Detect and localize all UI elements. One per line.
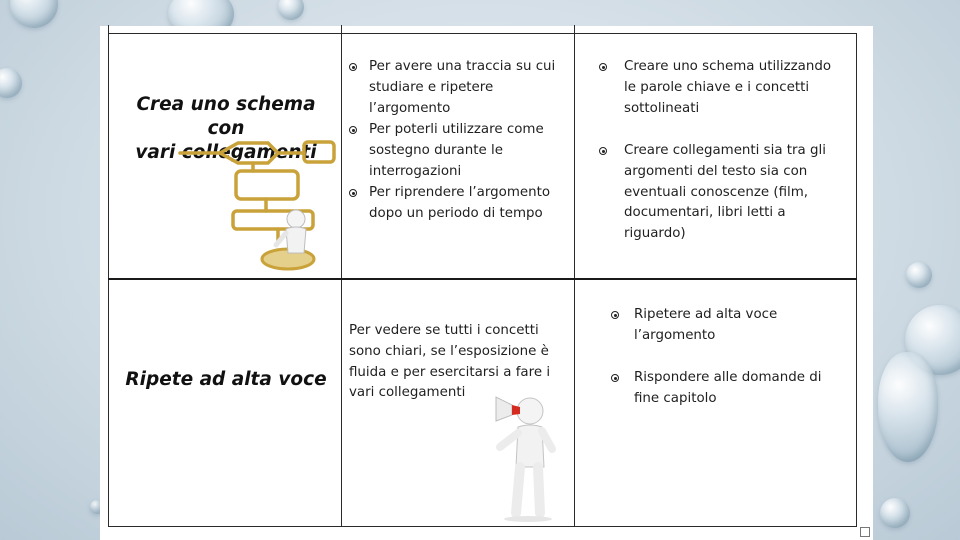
bullet-icon [611,374,619,382]
table-border-bottom [108,526,857,527]
water-drop-decoration [0,68,22,98]
bullet-icon [599,63,607,71]
megaphone-figure-illustration [486,395,568,523]
bullet-icon [349,63,357,71]
water-drop-decoration [906,262,932,288]
table-border-left [108,25,109,527]
table-border-right [856,33,857,527]
table-row-divider [108,33,857,34]
water-drop-decoration [278,0,304,20]
row2-method-title: Ripete ad alta voce [125,369,327,390]
schema-figure-illustration [178,133,338,273]
water-drop-decoration [10,0,58,28]
bullet-icon [349,126,357,134]
water-drop-decoration [880,498,910,528]
study-method-table: Crea uno schema con vari collegamenti Per avere una traccia su cui studiare e ripetere l’argomento Per poterli utilizzare come sostegno durante le interrogazioni Per riprendere l’argomento dopo un periodo di tempo Creare uno schema utilizzando le parole chiave e i concetti sottolineati Creare collegamenti sia tra gli argomenti del testo sia con eventuali conoscenze (film, documentari, libri letti a riguardo) Ripete ad alta voce Per vedere se tutti i concetti sono chiari, se l’esposizione è fluida e per esercitarsi a fare i vari collegamenti Ripetere ad alta voce l’argomento Rispondere alle domande di fine capitolo [108,33,858,527]
table-row-divider [108,278,857,280]
document-table-image [100,26,873,540]
bullet-icon [611,311,619,319]
table-column-divider [341,25,342,527]
image-resize-handle[interactable] [860,527,870,537]
bullet-icon [349,189,357,197]
water-drop-decoration [878,352,938,462]
row1-title-line: Crea uno schema con [136,94,316,139]
row2-why-text: Per vedere se tutti i concetti sono chiari, se l’esposizione è fluida e per esercitarsi a fare i vari collegamenti [349,323,551,401]
row1-title-line: vari collegamenti [135,142,317,163]
bullet-icon [599,147,607,155]
